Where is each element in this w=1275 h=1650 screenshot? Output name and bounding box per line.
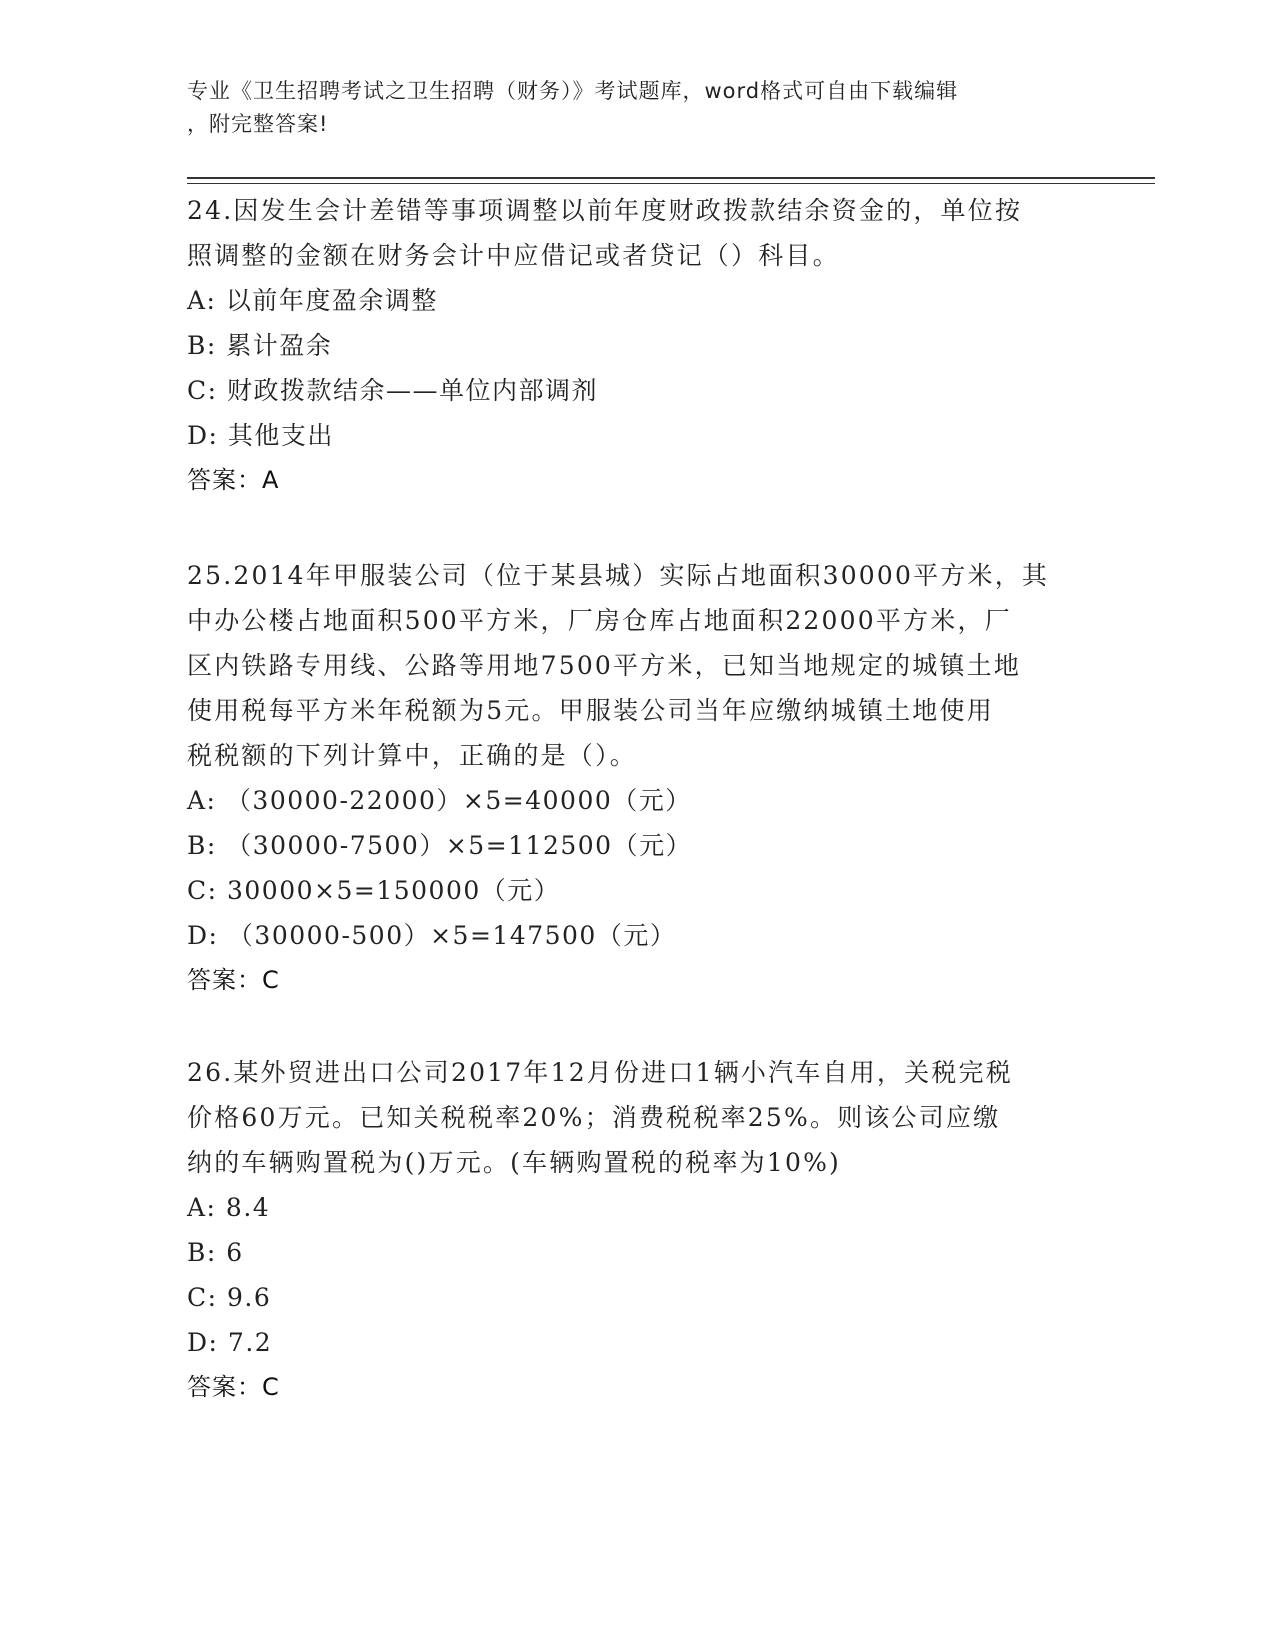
- question-stem-line: 税税额的下列计算中，正确的是（）。: [187, 741, 637, 770]
- question-24: [187, 188, 1087, 503]
- question-stem-line: 纳的车辆购置税为()万元。(车辆购置税的税率为10%): [187, 1148, 841, 1177]
- answer-line: 答案：C: [187, 1373, 280, 1401]
- question-stem-line: 中办公楼占地面积500平方米，厂房仓库占地面积22000平方米，厂: [187, 606, 1012, 635]
- header-divider-thin: [187, 183, 1155, 184]
- header-line-2: ，附完整答案!: [187, 112, 329, 136]
- option-a: A: （30000-22000）×5=40000（元）: [187, 786, 692, 815]
- option-c: C: 9.6: [187, 1283, 272, 1312]
- question-stem-line: 24.因发生会计差错等事项调整以前年度财政拨款结余资金的，单位按: [187, 196, 1023, 225]
- option-d: D: （30000-500）×5=147500（元）: [187, 921, 677, 950]
- option-c: C: 30000×5=150000（元）: [187, 876, 561, 905]
- header-line-1: 专业《卫生招聘考试之卫生招聘（财务）》考试题库，word格式可自由下载编辑: [187, 79, 959, 103]
- question-stem-line: 26.某外贸进出口公司2017年12月份进口1辆小汽车自用，关税完税: [187, 1058, 1013, 1087]
- question-25: [187, 553, 1087, 1003]
- option-b: B: （30000-7500）×5=112500（元）: [187, 831, 693, 860]
- answer-line: 答案：C: [187, 966, 280, 994]
- answer-line: 答案：A: [187, 466, 280, 494]
- question-stem-line: 价格60万元。已知关税税率20%；消费税税率25%。则该公司应缴: [187, 1103, 1001, 1132]
- question-stem-line: 照调整的金额在财务会计中应借记或者贷记（）科目。: [187, 241, 840, 270]
- question-stem-line: 使用税每平方米年税额为5元。甲服装公司当年应缴纳城镇土地使用: [187, 696, 994, 725]
- option-b: B: 累计盈余: [187, 331, 333, 360]
- option-c: C: 财政拨款结余——单位内部调剂: [187, 376, 598, 405]
- question-26: [187, 1050, 1087, 1410]
- option-d: D: 7.2: [187, 1328, 273, 1357]
- question-stem-line: 区内铁路专用线、公路等用地7500平方米，已知当地规定的城镇土地: [187, 651, 1022, 680]
- question-stem-line: 25.2014年甲服装公司（位于某县城）实际占地面积30000平方米，其: [187, 561, 1050, 590]
- option-a: A: 以前年度盈余调整: [187, 286, 438, 315]
- header-divider-thick: [187, 177, 1155, 179]
- option-d: D: 其他支出: [187, 421, 334, 450]
- document-header: [187, 75, 1067, 141]
- option-a: A: 8.4: [187, 1193, 271, 1222]
- option-b: B: 6: [187, 1238, 244, 1267]
